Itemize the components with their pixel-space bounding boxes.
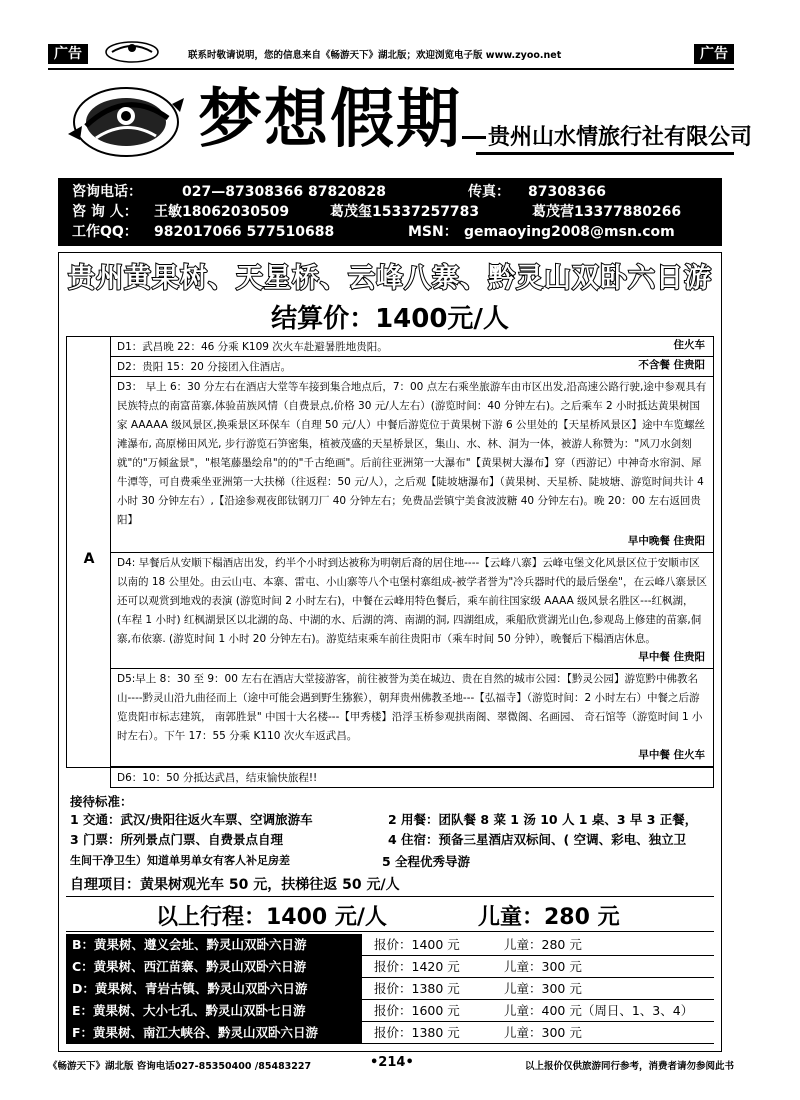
option-price: 报价：1420 元 — [374, 959, 460, 974]
total-price-row — [66, 896, 714, 932]
consultant-2: 葛茂玺15337257783 — [330, 204, 480, 220]
standard-tickets: 3 门票：所列景点门票、自费景点自理 — [70, 832, 284, 847]
day-meal: 早中晚餐 住贵阳 — [627, 535, 705, 547]
itinerary-day-3 — [111, 377, 713, 553]
top-bar — [48, 44, 734, 64]
phone-value: 027—87308366 87820828 — [182, 184, 386, 200]
contact-box — [58, 178, 722, 246]
option-price: 报价：1380 元 — [374, 981, 460, 996]
standard-guide: 5 全程优秀导游 — [382, 854, 471, 869]
brand-underline — [476, 152, 734, 155]
mini-logo-icon — [102, 38, 162, 64]
qq-label: 工作QQ： — [72, 224, 138, 240]
child-price: 儿童：280 元 — [478, 905, 620, 930]
option-child-price: 儿童：300 元 — [504, 981, 582, 996]
option-child-price: 儿童：400 元（周日、1、3、4） — [504, 1003, 694, 1018]
page-number: •214• — [370, 1055, 414, 1070]
msn-label: MSN： — [408, 224, 458, 240]
day-text: D4: 早餐后从安顺下榻酒店出发，约半个小时到达被称为明朝后裔的居住地----【云峰八寨】云峰屯堡文化风景区位于安顺市区以南的 18 公里处。由云山屯、本寨、雷屯、小山寨等八个屯堡村寨组成-被学者誉为"冷兵器时代的最后堡垒"，在云峰八寨景区还可以观赏到地戏的表演 (游览时间 2 小时左右)，中餐在云峰用特色餐后，乘车前往国家级 AAAA 级风景名胜区---红枫湖，(车程 1 小时) 红枫湖景区以北湖的岛、中湖的水、后湖的湾、南湖的洞, 四湖组成，乘船欣赏湖光山色,参观岛上修建的苗寨,侗寨,布依寨. (游览时间 1 小时 20 分钟左右)。游览结束乘车前往贵阳市（乘车时间 50 分钟），晚餐后下榻酒店休息。 — [117, 557, 707, 645]
itinerary-day-5 — [111, 669, 713, 767]
msn-value: gemaoying2008@msn.com — [464, 224, 675, 240]
option-route-name: C：黄果树、西江苗寨、黔灵山双卧六日游 — [66, 956, 362, 977]
option-route-name: F：黄果树、南江大峡谷、黔灵山双卧六日游 — [66, 1022, 362, 1043]
self-pay-items: 自理项目：黄果树观光车 50 元，扶梯往返 50 元/人 — [70, 877, 400, 893]
day-text: D5:早上 8：30 至 9：00 左右在酒店大堂接游客，前往被誉为美在城边、贵在自然的城市公园：【黔灵公园】游览黔中佛教名山----黔灵山沿九曲径而上（途中可能会遇到野生猕猴），朝拜贵州佛教圣地---【弘福寺】（游览时间：2 小时左右）中餐之后游览贵阳市标志建筑， 南郭胜景" 中国十大名楼---【甲秀楼】沿浮玉桥参观拱南阁、翠微阁、名画园、 奇石馆等（游览时间 1 小时左右）。下午 17：55 分乘 K110 次火车返武昌。 — [117, 673, 703, 742]
contact-row-phone — [72, 182, 708, 202]
tour-title: 贵州黄果树、天星桥、云峰八寨、黔灵山双卧六日游 — [68, 263, 712, 294]
option-route-name: E：黄果树、大小七孔、黔灵山双卧七日游 — [66, 1000, 362, 1021]
route-label: A — [83, 551, 95, 567]
fax-value: 87308366 — [528, 184, 606, 200]
contact-row-consultants — [72, 202, 708, 222]
option-child-price: 儿童：280 元 — [504, 937, 582, 952]
itinerary-table — [66, 336, 714, 768]
footer-publisher: 《畅游天下》湖北版 咨询电话027-85350400 /85483227 — [48, 1061, 312, 1072]
qq-value: 982017066 577510688 — [154, 224, 335, 240]
brand-dash — [462, 136, 486, 139]
option-route-row — [66, 1000, 714, 1022]
brand-title: 梦想假期 — [198, 82, 462, 157]
footer — [48, 1056, 734, 1076]
day-meal: 早中餐 住贵阳 — [638, 651, 705, 663]
option-route-row — [66, 956, 714, 978]
day-meal: 早中餐 住火车 — [638, 749, 705, 761]
ad-tag-left: 广告 — [48, 44, 88, 64]
option-child-price: 儿童：300 元 — [504, 959, 582, 974]
company-name: 贵州山水情旅行社有限公司 — [488, 124, 753, 150]
itinerary-day-2 — [111, 357, 713, 377]
top-note: 联系时敬请说明，您的信息来自《畅游天下》湖北版；欢迎浏览电子版 www.zyoo.net — [188, 50, 562, 61]
contact-row-qq — [72, 222, 708, 242]
consultant-1: 王敏18062030509 — [154, 204, 290, 220]
option-price: 报价：1600 元 — [374, 1003, 460, 1018]
option-price: 报价：1400 元 — [374, 937, 460, 952]
service-standards — [66, 770, 714, 892]
phone-label: 咨询电话： — [72, 184, 142, 200]
standard-transport: 1 交通：武汉/贵阳往返火车票、空调旅游车 — [70, 812, 313, 827]
itinerary-route-label-cell — [67, 337, 111, 767]
ad-tag-right: 广告 — [694, 44, 734, 64]
header — [48, 68, 753, 168]
consultant-label: 咨 询 人： — [72, 204, 138, 220]
day-meal: 不含餐 住贵阳 — [638, 359, 705, 371]
standard-lodging-cont: 生间干净卫生）知道单男单女有客人补足房差 — [70, 854, 290, 867]
dream-holiday-logo-icon — [60, 78, 190, 162]
day-text: D6：10：50 分抵达武昌，结束愉快旅程!! — [117, 772, 318, 784]
option-route-name: D：黄果树、青岩古镇、黔灵山双卧六日游 — [66, 978, 362, 999]
day-text: D3： 早上 6：30 分左右在酒店大堂等车接到集合地点后，7：00 点左右乘坐旅游车由市区出发,沿高速公路行驶,途中参观具有民族特点的南富苗寨,体验苗族风情（自费景点,价格 30 元/人左右）(游览时间：40 分钟左右)。之后乘车 2 小时抵达黄果树国家 AAAAA 级风景区,换乘景区环保车（自理 50 元/人）中餐后游览位于黄果树下游 6 公里处的【天星桥风景区】途中车览螺丝滩瀑布, 高原梯田风光, 步行游览石笋密集，植被茂盛的天星桥景区，集山、水、林、洞为一体，被游人称赞为："风刀水剑刻就"的"万倾盆景"，"根笔藤墨绘帛"的的"千古绝画"。后前往亚洲第一大瀑布"【黄果树大瀑布】穿（西游记）中神奇水帘洞、犀牛潭等，可自费乘坐亚洲第一大扶梯（往返程：50 元/人），之后观【陡坡塘瀑布】（黄果树、天星桥、陡坡塘、游览时间共计 4 小时 30 分钟左右）,【沿途参观夜郎钛钢刀厂 40 分钟左右；免费品尝镇宁美食波波糖 40 分钟左右)。晚 20：00 左右返回贵阳】 — [117, 381, 707, 526]
day-text: D1：武昌晚 22：46 分乘 K109 次火车赴避暑胜地贵阳。 — [117, 341, 388, 353]
option-routes — [66, 934, 714, 1044]
adult-price: 以上行程：1400 元/人 — [156, 905, 387, 930]
option-price: 报价：1380 元 — [374, 1025, 460, 1040]
option-route-row — [66, 978, 714, 1000]
itinerary-day-4 — [111, 553, 713, 669]
itinerary-day-1 — [111, 337, 713, 357]
standard-meals: 2 用餐：团队餐 8 菜 1 汤 10 人 1 桌、3 早 3 正餐， — [388, 812, 698, 827]
option-route-row — [66, 934, 714, 956]
standards-heading: 接待标准： — [70, 794, 133, 809]
price-title: 结算价：1400元/人 — [271, 304, 509, 334]
option-route-row — [66, 1022, 714, 1044]
option-child-price: 儿童：300 元 — [504, 1025, 582, 1040]
footer-disclaimer: 以上报价仅供旅游同行参考，消费者请勿参阅此书 — [524, 1061, 734, 1072]
day-text: D2：贵阳 15：20 分接团入住酒店。 — [117, 361, 292, 373]
consultant-3: 葛茂营13377880266 — [532, 204, 682, 220]
day-meal: 住火车 — [673, 339, 705, 351]
standard-lodging: 4 住宿：预备三星酒店双标间、( 空调、彩电、独立卫 — [388, 832, 687, 847]
fax-label: 传真： — [468, 184, 510, 200]
option-route-name: B：黄果树、遵义会址、黔灵山双卧六日游 — [66, 934, 362, 955]
